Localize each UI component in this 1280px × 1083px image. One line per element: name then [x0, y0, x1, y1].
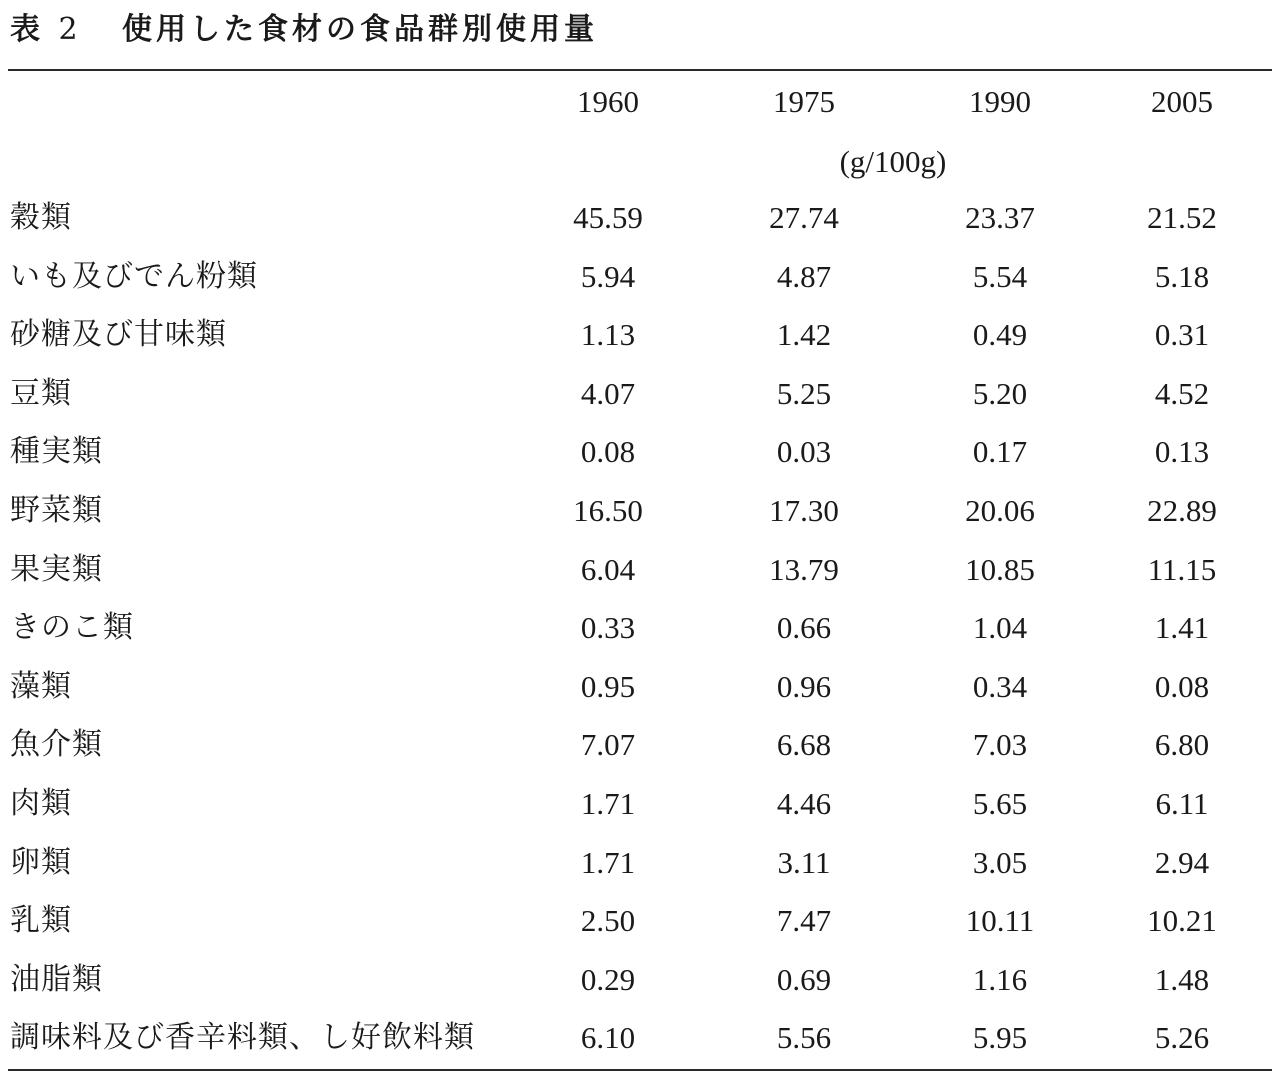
row-label: きのこ類: [10, 610, 134, 645]
row-value-1990: 10.85: [965, 552, 1035, 587]
row-label: 調味料及び香辛料類、し好飲料類: [10, 1020, 475, 1055]
row-value-1960: 0.08: [580, 434, 636, 469]
row-value-1990: 10.11: [965, 903, 1035, 938]
row-value-1960: 1.71: [580, 786, 636, 821]
row-value-1990: 5.54: [972, 259, 1028, 294]
row-value-2005: 1.48: [1154, 962, 1210, 997]
row-value-1960: 1.13: [580, 317, 636, 352]
row-value-2005: 11.15: [1147, 552, 1217, 587]
row-value-2005: 0.31: [1154, 317, 1210, 352]
row-value-1975: 0.03: [776, 434, 832, 469]
row-value-1960: 5.94: [580, 259, 636, 294]
table-title: [10, 8, 598, 52]
row-value-1975: 0.96: [776, 669, 832, 704]
row-value-1975: 6.68: [776, 727, 832, 762]
row-value-1975: 17.30: [769, 493, 839, 528]
row-value-1960: 1.71: [580, 845, 636, 880]
row-value-2005: 6.80: [1154, 727, 1210, 762]
row-value-1975: 5.56: [776, 1020, 832, 1055]
column-header-1975: 1975: [773, 84, 835, 119]
row-label: 豆類: [10, 376, 72, 411]
row-value-1960: 0.29: [580, 962, 636, 997]
row-value-1975: 5.25: [776, 376, 832, 411]
row-value-1975: 27.74: [769, 200, 839, 235]
table-title-number: 2: [58, 12, 82, 47]
row-value-2005: 10.21: [1147, 903, 1217, 938]
row-value-1975: 0.69: [776, 962, 832, 997]
row-value-1990: 3.05: [972, 845, 1028, 880]
row-value-1990: 5.95: [972, 1020, 1028, 1055]
row-label: 藻類: [10, 669, 72, 704]
row-label: 油脂類: [10, 962, 103, 997]
row-value-1960: 2.50: [580, 903, 636, 938]
row-value-1960: 16.50: [573, 493, 643, 528]
row-value-2005: 21.52: [1147, 200, 1217, 235]
row-value-1960: 0.95: [580, 669, 636, 704]
row-value-2005: 0.13: [1154, 434, 1210, 469]
row-value-1960: 6.10: [580, 1020, 636, 1055]
row-value-1990: 1.04: [972, 610, 1028, 645]
row-label: 種実類: [10, 434, 103, 469]
row-value-1960: 7.07: [580, 727, 636, 762]
row-value-1975: 4.87: [776, 259, 832, 294]
column-header-1990: 1990: [969, 84, 1031, 119]
column-header-2005: 2005: [1151, 84, 1213, 119]
row-label: 卵類: [10, 845, 72, 880]
row-value-2005: 5.26: [1154, 1020, 1210, 1055]
row-value-2005: 5.18: [1154, 259, 1210, 294]
row-value-1960: 6.04: [580, 552, 636, 587]
row-value-1990: 20.06: [965, 493, 1035, 528]
row-label: いも及びでん粉類: [10, 259, 258, 294]
row-label: 砂糖及び甘味類: [10, 317, 227, 352]
row-value-1990: 0.17: [972, 434, 1028, 469]
table-title-text: 使用した食材の食品群別使用量: [122, 12, 598, 47]
table-top-rule: [8, 69, 1272, 71]
row-value-1990: 0.34: [972, 669, 1028, 704]
row-value-2005: 2.94: [1154, 845, 1210, 880]
row-value-1975: 1.42: [776, 317, 832, 352]
row-value-1960: 45.59: [573, 200, 643, 235]
row-label: 魚介類: [10, 727, 103, 762]
row-value-2005: 1.41: [1154, 610, 1210, 645]
row-value-1990: 1.16: [972, 962, 1028, 997]
row-label: 肉類: [10, 786, 72, 821]
row-value-1975: 7.47: [776, 903, 832, 938]
row-value-1990: 7.03: [972, 727, 1028, 762]
row-value-2005: 0.08: [1154, 669, 1210, 704]
row-value-2005: 22.89: [1147, 493, 1217, 528]
unit-label: (g/100g): [839, 144, 947, 179]
row-value-1975: 4.46: [776, 786, 832, 821]
row-value-2005: 6.11: [1155, 786, 1209, 821]
row-value-1975: 0.66: [776, 610, 832, 645]
row-value-1960: 4.07: [580, 376, 636, 411]
row-value-2005: 4.52: [1154, 376, 1210, 411]
row-value-1990: 0.49: [972, 317, 1028, 352]
row-label: 果実類: [10, 552, 103, 587]
row-value-1990: 23.37: [965, 200, 1035, 235]
row-value-1990: 5.65: [972, 786, 1028, 821]
row-label: 乳類: [10, 903, 72, 938]
row-label: 穀類: [10, 200, 72, 235]
row-value-1975: 3.11: [777, 845, 831, 880]
row-value-1975: 13.79: [769, 552, 839, 587]
row-value-1990: 5.20: [972, 376, 1028, 411]
table-bottom-rule: [8, 1069, 1272, 1071]
row-label: 野菜類: [10, 493, 103, 528]
table-title-label: 表: [10, 12, 44, 47]
column-header-1960: 1960: [577, 84, 639, 119]
row-value-1960: 0.33: [580, 610, 636, 645]
